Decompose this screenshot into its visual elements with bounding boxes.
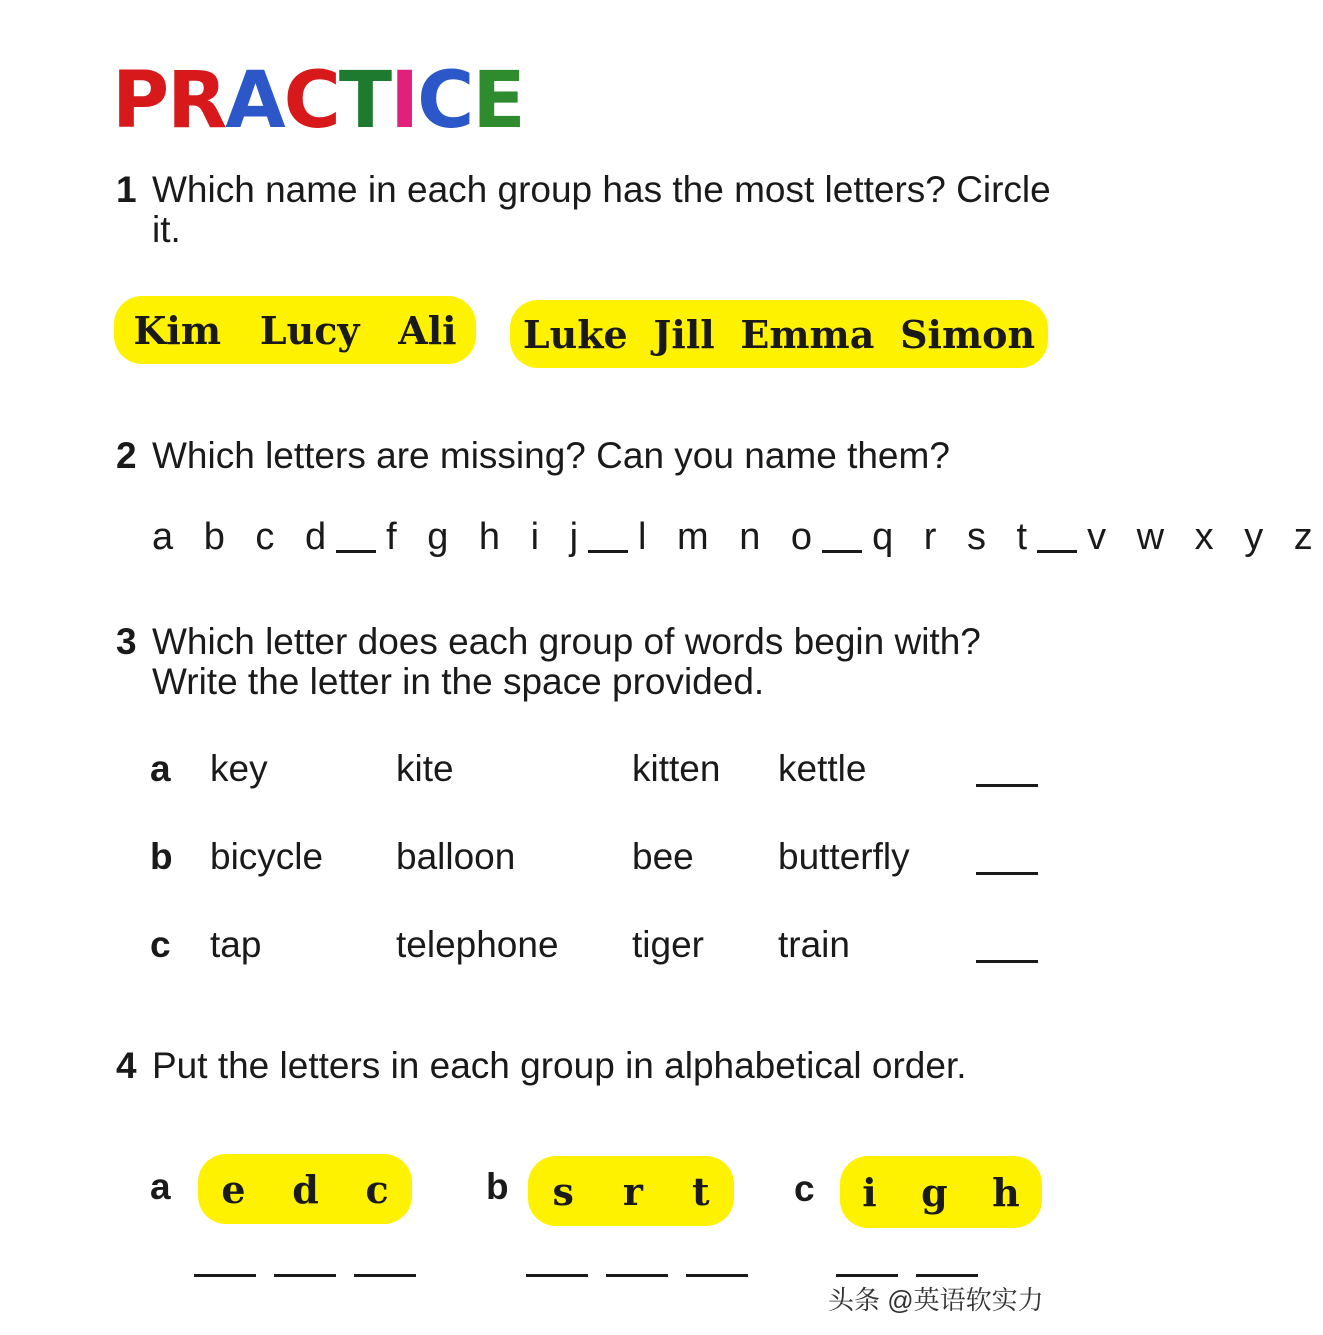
- missing-letter-blank[interactable]: [822, 550, 862, 553]
- alphabet-sequence: [152, 516, 1323, 559]
- word: train: [778, 924, 850, 965]
- letter: i: [862, 1169, 877, 1215]
- name-option[interactable]: Kim: [133, 307, 222, 353]
- answer-blank[interactable]: [194, 1274, 256, 1277]
- answer-blanks-a: [194, 1274, 416, 1277]
- title-letter: I: [390, 56, 418, 146]
- alphabet-segment: a b c d: [152, 516, 337, 558]
- letter: c: [365, 1166, 389, 1212]
- question-2: [116, 436, 1052, 476]
- row-label: b: [150, 836, 173, 877]
- letter: g: [921, 1169, 948, 1215]
- title-letter: P: [112, 56, 168, 146]
- letter: e: [221, 1166, 246, 1212]
- question-text: Which name in each group has the most letters? Circle it.: [152, 169, 1051, 250]
- title-letter: E: [472, 56, 524, 146]
- title-letter: R: [167, 56, 226, 146]
- name-option[interactable]: Simon: [900, 311, 1036, 357]
- word: bicycle: [210, 836, 324, 877]
- question-number: 2: [116, 435, 137, 476]
- group-label: a: [150, 1166, 171, 1207]
- word-group-row: [150, 924, 1050, 974]
- word: bee: [632, 836, 694, 877]
- name-option[interactable]: Lucy: [259, 307, 360, 353]
- answer-blank[interactable]: [686, 1274, 748, 1277]
- answer-blank[interactable]: [274, 1274, 336, 1277]
- word-group-row: [150, 836, 1050, 886]
- answer-blanks-c: [836, 1274, 978, 1277]
- question-4: [116, 1046, 1012, 1086]
- question-3: [116, 622, 1052, 702]
- alphabet-segment: v w x y z: [1087, 516, 1323, 558]
- word: kite: [396, 748, 454, 789]
- answer-blank[interactable]: [836, 1274, 898, 1277]
- name-option[interactable]: Luke: [522, 311, 628, 357]
- group-label: b: [486, 1166, 509, 1207]
- answer-blank[interactable]: [526, 1274, 588, 1277]
- word: tiger: [632, 924, 704, 965]
- answer-blank[interactable]: [354, 1274, 416, 1277]
- group-label: c: [794, 1168, 815, 1209]
- letter: d: [292, 1166, 319, 1212]
- word: telephone: [396, 924, 559, 965]
- alphabet-segment: f g h i j: [386, 516, 589, 558]
- missing-letter-blank[interactable]: [336, 550, 376, 553]
- letter: h: [992, 1169, 1020, 1215]
- word: kettle: [778, 748, 867, 789]
- name-option[interactable]: Emma: [740, 311, 875, 357]
- alphabet-segment: l m n o: [638, 516, 823, 558]
- answer-blank[interactable]: [916, 1274, 978, 1277]
- answer-blanks-b: [526, 1274, 748, 1277]
- word: tap: [210, 924, 262, 965]
- question-text: Put the letters in each group in alphabetical order.: [152, 1045, 967, 1086]
- name-group-1: [114, 296, 476, 364]
- watermark: 头条 @英语软实力: [828, 1285, 1044, 1315]
- letter-group-a: [198, 1154, 412, 1224]
- missing-letter-blank[interactable]: [588, 550, 628, 553]
- word: key: [210, 748, 268, 789]
- answer-blank[interactable]: [976, 960, 1038, 963]
- name-option[interactable]: Jill: [653, 311, 715, 357]
- title-letter: T: [338, 56, 391, 146]
- practice-title: [112, 56, 524, 146]
- question-text: Which letters are missing? Can you name them?: [152, 435, 950, 476]
- question-1: [116, 170, 1052, 250]
- answer-blank[interactable]: [976, 872, 1038, 875]
- answer-blank[interactable]: [976, 784, 1038, 787]
- title-letter: C: [283, 56, 339, 146]
- letter: t: [691, 1168, 710, 1214]
- letter: r: [622, 1168, 643, 1214]
- word: kitten: [632, 748, 721, 789]
- name-option[interactable]: Ali: [398, 307, 457, 353]
- word: balloon: [396, 836, 516, 877]
- name-group-2: [510, 300, 1048, 368]
- row-label: c: [150, 924, 171, 965]
- title-letter: A: [225, 56, 284, 146]
- question-text: Which letter does each group of words begin with? Write the letter in the space provided.: [152, 621, 981, 702]
- alphabet-segment: q r s t: [872, 516, 1038, 558]
- question-number: 1: [116, 169, 137, 210]
- missing-letter-blank[interactable]: [1037, 550, 1077, 553]
- title-letter: C: [417, 56, 473, 146]
- row-label: a: [150, 748, 171, 789]
- question-number: 4: [116, 1045, 137, 1086]
- letter: s: [552, 1168, 574, 1214]
- letter-group-c: [840, 1156, 1042, 1228]
- question-number: 3: [116, 621, 137, 662]
- letter-group-b: [528, 1156, 734, 1226]
- answer-blank[interactable]: [606, 1274, 668, 1277]
- word: butterfly: [778, 836, 910, 877]
- word-group-row: [150, 748, 1050, 798]
